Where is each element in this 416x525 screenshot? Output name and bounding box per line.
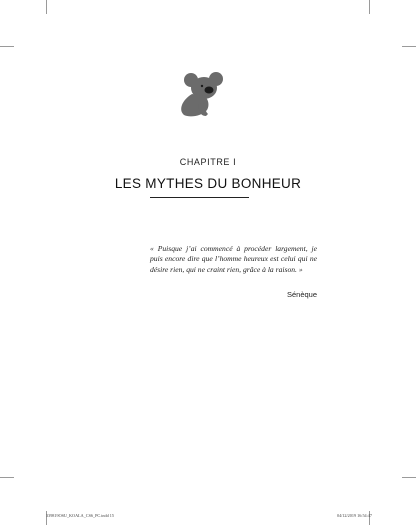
slug-file: 339819OSU_KOALA_CS6_PC.indd 15 [46, 513, 114, 518]
crop-mark-left-bottom [0, 477, 14, 478]
crop-mark-top-left [46, 0, 47, 14]
koala-icon [172, 70, 228, 118]
chapter-title: LES MYTHES DU BONHEUR [114, 176, 302, 191]
crop-mark-right-top [402, 46, 416, 47]
epigraph-author: Sénèque [286, 290, 317, 299]
crop-mark-right-bottom [402, 477, 416, 478]
title-rule [150, 197, 249, 198]
crop-mark-top-right [369, 0, 370, 14]
chapter-label: CHAPITRE I [179, 157, 237, 167]
crop-mark-left-top [0, 46, 14, 47]
epigraph-quote: « Puisque j’ai commencé à procéder largement, je puis encore dire que l’homme heureux est celui qui ne désire rien, qui ne craint rien, grâce à la raison. » [150, 244, 317, 274]
slug-timestamp: 04/12/2019 16:54:47 [336, 513, 372, 518]
